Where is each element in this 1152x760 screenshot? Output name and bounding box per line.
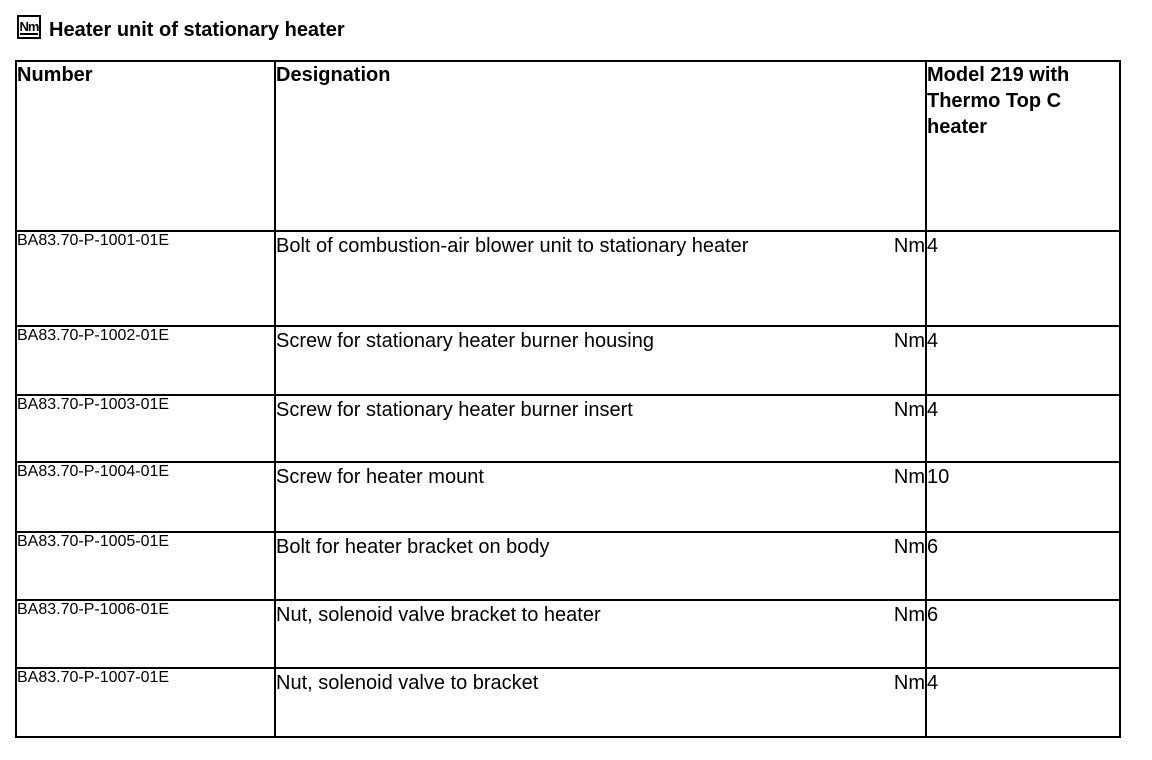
row-designation-cell [275,231,926,326]
torque-spec-table [15,60,1121,738]
row-number: BA83.70-P-1003-01E [16,395,275,462]
row-number: BA83.70-P-1004-01E [16,462,275,532]
header-model: Model 219 with Thermo Top C heater [926,61,1120,231]
torque-nm-icon [17,15,41,39]
row-designation: Bolt for heater bracket on body [276,536,550,558]
row-unit: Nm [893,604,925,626]
table-row [16,231,1120,326]
row-value: 4 [926,231,1120,326]
row-designation: Bolt of combustion-air blower unit to stationary heater [276,235,749,257]
row-designation-cell [275,462,926,532]
row-designation: Screw for stationary heater burner insert [276,399,633,421]
row-value: 6 [926,532,1120,600]
row-unit: Nm [893,466,925,488]
row-unit: Nm [893,672,925,694]
row-value: 4 [926,395,1120,462]
row-designation-cell [275,600,926,668]
table-row [16,668,1120,737]
row-designation-cell [275,532,926,600]
header-designation: Designation [275,61,926,231]
row-designation-cell [275,668,926,737]
row-unit: Nm [893,330,925,352]
row-number: BA83.70-P-1005-01E [16,532,275,600]
row-designation: Screw for stationary heater burner housing [276,330,654,352]
torque-icon-label: Nm [19,18,39,34]
table-header-row [16,61,1120,231]
row-value: 4 [926,326,1120,395]
row-unit: Nm [893,399,925,421]
table-row [16,462,1120,532]
row-designation-cell [275,326,926,395]
table-row [16,395,1120,462]
row-number: BA83.70-P-1006-01E [16,600,275,668]
table-row [16,532,1120,600]
row-designation: Nut, solenoid valve bracket to heater [276,604,601,626]
row-designation: Nut, solenoid valve to bracket [276,672,539,694]
row-unit: Nm [893,536,925,558]
row-number: BA83.70-P-1007-01E [16,668,275,737]
row-unit: Nm [893,235,925,257]
table-row [16,600,1120,668]
header-number: Number [16,61,275,231]
row-number: BA83.70-P-1001-01E [16,231,275,326]
page-title: Heater unit of stationary heater [49,18,345,41]
table-row [16,326,1120,395]
row-designation: Screw for heater mount [276,466,484,488]
row-value: 6 [926,600,1120,668]
row-designation-cell [275,395,926,462]
document-header [17,16,345,44]
row-value: 10 [926,462,1120,532]
row-value: 4 [926,668,1120,737]
row-number: BA83.70-P-1002-01E [16,326,275,395]
